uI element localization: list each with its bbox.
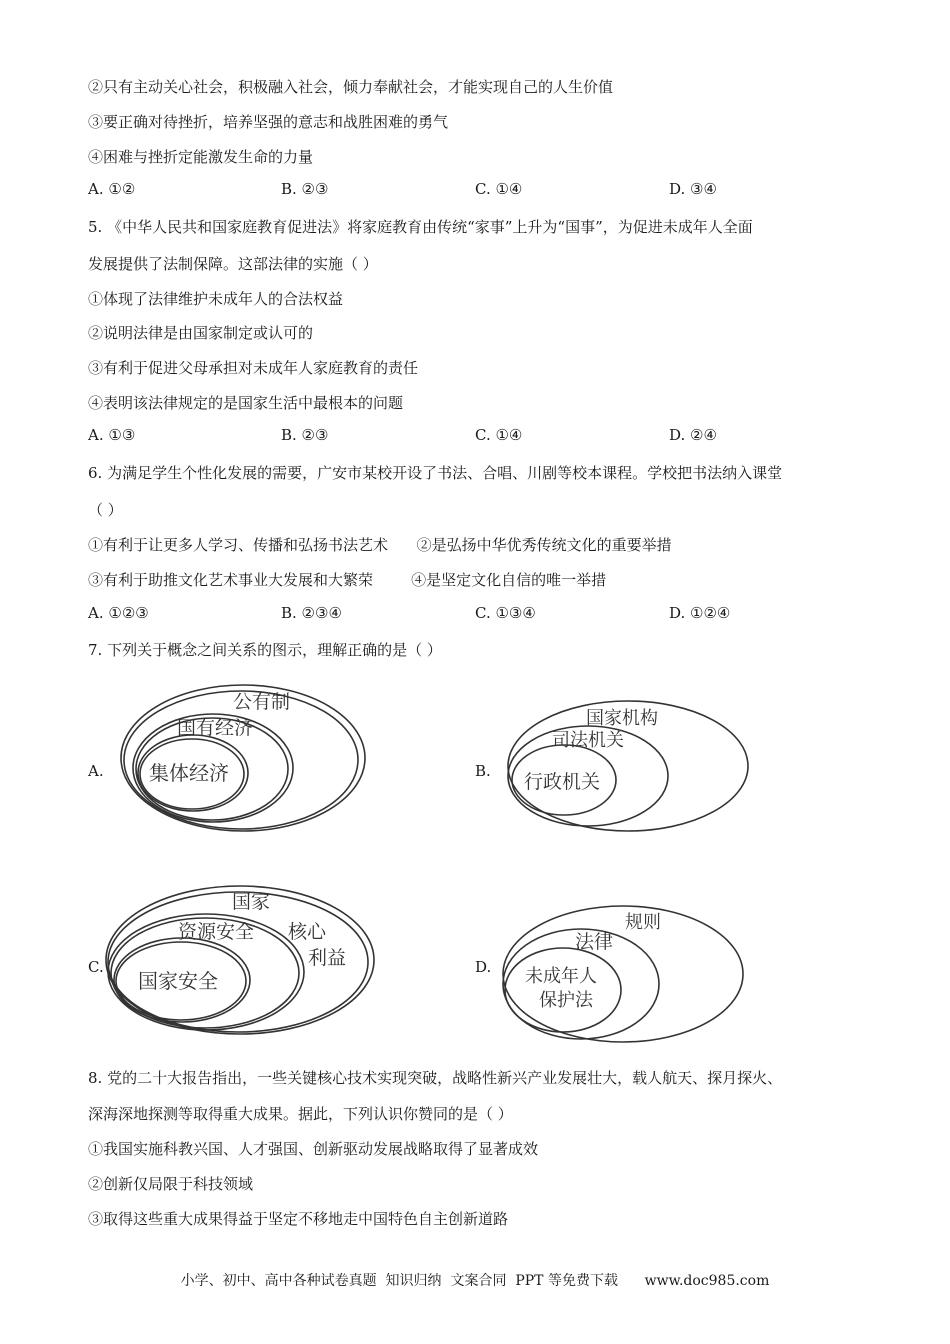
diagram-c-outer-label-1: 国家 <box>232 891 271 913</box>
q4-item-3: ③要正确对待挫折，培养坚强的意志和战胜困难的勇气 <box>88 113 449 131</box>
q7-diagram-d-label[interactable]: D. <box>475 958 492 976</box>
diagram-c-inner-label: 国家安全 <box>138 969 218 993</box>
q4-item-2: ②只有主动关心社会，积极融入社会，倾力奉献社会，才能实现自己的人生价值 <box>88 78 614 96</box>
q5-options <box>88 426 868 448</box>
q5-option-c[interactable]: C. ①④ <box>475 426 523 444</box>
q6-option-b[interactable]: B. ②③④ <box>281 604 342 622</box>
diagram-b-outer-label: 国家机构 <box>586 708 658 729</box>
q4-option-b[interactable]: B. ②③ <box>281 180 329 198</box>
q6-option-a[interactable]: A. ①②③ <box>88 604 149 622</box>
q8-item-2: ②创新仅局限于科技领域 <box>88 1175 254 1193</box>
diagram-a-inner-label: 集体经济 <box>149 761 229 785</box>
q7-diagram-d[interactable] <box>495 900 750 1050</box>
q6-items-row2: ③有利于助推文化艺术事业大发展和大繁荣 ④是坚定文化自信的唯一举措 <box>88 571 607 589</box>
q4-option-d[interactable]: D. ③④ <box>669 180 717 198</box>
q4-option-c[interactable]: C. ①④ <box>475 180 523 198</box>
q6-stem-line1: 6. 为满足学生个性化发展的需要，广安市某校开设了书法、合唱、川剧等校本课程。学校把书法纳入课堂 <box>88 464 783 482</box>
diagram-c-middle-label: 资源安全 <box>178 921 255 943</box>
q6-option-c[interactable]: C. ①③④ <box>475 604 536 622</box>
q7-diagram-b[interactable] <box>500 698 760 838</box>
q7-diagram-a-label[interactable]: A. <box>88 762 104 780</box>
diagram-d-outer-label: 规则 <box>625 912 661 933</box>
q5-option-a[interactable]: A. ①③ <box>88 426 136 444</box>
q7-diagram-c-label[interactable]: C. <box>88 958 104 976</box>
q4-options <box>88 180 868 202</box>
diagram-d-middle-label: 法律 <box>575 931 614 953</box>
q6-items-row1: ①有利于让更多人学习、传播和弘扬书法艺术 ②是弘扬中华优秀传统文化的重要举措 <box>88 536 672 554</box>
q5-item-4: ④表明该法律规定的是国家生活中最根本的问题 <box>88 394 404 412</box>
q5-item-1: ①体现了法律维护未成年人的合法权益 <box>88 290 344 308</box>
diagram-c-outer-label-3: 利益 <box>308 947 347 969</box>
page-footer: 小学、初中、高中各种试卷真题 知识归纳 文案合同 PPT 等免费下载 www.doc985.com <box>180 1273 770 1289</box>
q6-stem-line2: （ ） <box>88 501 123 519</box>
q7-diagram-a[interactable] <box>115 678 375 838</box>
q5-option-d[interactable]: D. ②④ <box>669 426 717 444</box>
q8-stem-line2: 深海深地探测等取得重大成果。据此，下列认识你赞同的是（ ） <box>88 1105 513 1123</box>
diagram-a-outer-label: 公有制 <box>233 691 291 713</box>
q6-option-d[interactable]: D. ①②④ <box>669 604 731 622</box>
q5-stem-line2: 发展提供了法制保障。这部法律的实施（ ） <box>88 255 378 273</box>
q8-item-3: ③取得这些重大成果得益于坚定不移地走中国特色自主创新道路 <box>88 1210 509 1228</box>
q7-diagram-b-label[interactable]: B. <box>475 762 491 780</box>
diagram-c-outer-label-2: 核心 <box>288 921 327 943</box>
q5-item-3: ③有利于促进父母承担对未成年人家庭教育的责任 <box>88 359 419 377</box>
q8-item-1: ①我国实施科教兴国、人才强国、创新驱动发展战略取得了显著成效 <box>88 1140 539 1158</box>
q5-item-2: ②说明法律是由国家制定或认可的 <box>88 324 314 342</box>
diagram-d-inner-label-1: 未成年人 <box>525 966 597 987</box>
q5-option-b[interactable]: B. ②③ <box>281 426 329 444</box>
diagram-a-middle-label: 国有经济 <box>177 717 254 739</box>
q6-options <box>88 604 868 626</box>
q4-option-a[interactable]: A. ①② <box>88 180 136 198</box>
diagram-b-middle-label: 司法机关 <box>552 730 624 751</box>
diagram-b-inner-label: 行政机关 <box>524 771 601 793</box>
q7-stem: 7. 下列关于概念之间关系的图示，理解正确的是（ ） <box>88 641 442 659</box>
q8-stem-line1: 8. 党的二十大报告指出，一些关键核心技术实现突破，战略性新兴产业发展壮大，载人航天、探月探火、 <box>88 1069 783 1087</box>
q4-item-4: ④困难与挫折定能激发生命的力量 <box>88 148 314 166</box>
q7-diagram-c[interactable] <box>100 880 380 1040</box>
q5-stem-line1: 5. 《中华人民共和国家庭教育促进法》将家庭教育由传统“家事”上升为“国事”，为促进未成年人全面 <box>88 218 753 236</box>
diagram-d-inner-label-2: 保护法 <box>539 990 593 1011</box>
